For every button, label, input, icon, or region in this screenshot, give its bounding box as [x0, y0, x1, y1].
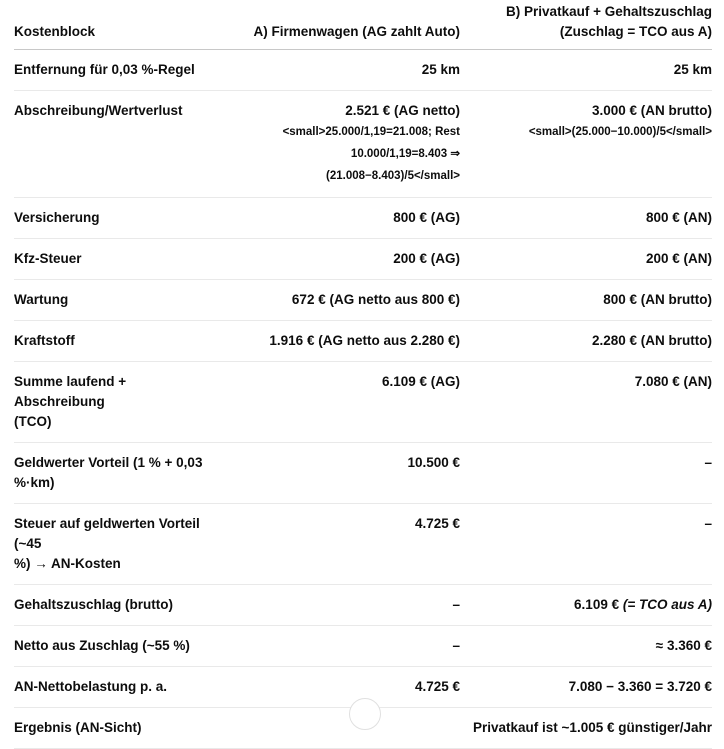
cell-versicherung-label: Versicherung	[14, 198, 214, 239]
cell-netto-zuschlag-a: –	[214, 626, 460, 667]
abschreibung-a-formula-line2: 10.000/1,19=8.403 ⇒	[350, 148, 460, 160]
summe-tco-label-line2: (TCO)	[14, 414, 52, 429]
cell-versicherung-b: 800 € (AN)	[460, 198, 712, 239]
cell-entfernung-b: 25 km	[460, 50, 712, 91]
geldwerter-vorteil-label-line2: %·km)	[14, 475, 55, 490]
option-b-header-line1: B) Privatkauf + Gehaltszuschlag	[506, 4, 712, 19]
cell-entfernung-a: 25 km	[214, 50, 460, 91]
table-row-gehaltszuschlag	[14, 585, 712, 626]
cell-kraftstoff-a: 1.916 € (AG netto aus 2.280 €)	[214, 321, 460, 362]
cell-kraftstoff-b: 2.280 € (AN brutto)	[460, 321, 712, 362]
option-b-header-line2: (Zuschlag = TCO aus A)	[559, 24, 712, 39]
abschreibung-a-formula-line1: <small>25.000/1,19=21.008; Rest	[282, 126, 460, 138]
cell-gehaltszuschlag-a: –	[214, 585, 460, 626]
cell-geldwerter-vorteil-label	[14, 443, 214, 504]
table-row-versicherung	[14, 198, 712, 239]
table-row-kfz-steuer	[14, 239, 712, 280]
cell-an-nettobelastung-b: 7.080 − 3.360 = 3.720 €	[460, 667, 712, 708]
cell-summe-tco-a: 6.109 € (AG)	[214, 362, 460, 443]
cell-steuer-vorteil-b: –	[460, 504, 712, 585]
cell-kfz-steuer-a: 200 € (AG)	[214, 239, 460, 280]
cell-kfz-steuer-b: 200 € (AN)	[460, 239, 712, 280]
abschreibung-b-formula-line1: <small>(25.000−10.000)/5</small>	[528, 126, 712, 138]
cell-netto-zuschlag-b: ≈ 3.360 €	[460, 626, 712, 667]
cell-gehaltszuschlag-b	[460, 585, 712, 626]
gehaltszuschlag-b-value: 6.109 €	[574, 597, 620, 612]
cell-abschreibung-a	[214, 91, 460, 198]
steuer-vorteil-label-line1: Steuer auf geldwerten Vorteil (~45	[14, 516, 200, 551]
cell-versicherung-a: 800 € (AG)	[214, 198, 460, 239]
abschreibung-a-value: 2.521 € (AG netto)	[345, 103, 460, 118]
column-header-kostenblock: Kostenblock	[14, 0, 214, 50]
summe-tco-label-line1: Summe laufend + Abschreibung	[14, 374, 127, 409]
cell-wartung-b: 800 € (AN brutto)	[460, 280, 712, 321]
cell-ergebnis-b: Privatkauf ist ~1.005 € günstiger/Jahr	[460, 708, 712, 749]
cell-summe-tco-b: 7.080 € (AN)	[460, 362, 712, 443]
table-row-entfernung	[14, 50, 712, 91]
column-header-option-b	[460, 0, 712, 50]
cell-steuer-vorteil-label	[14, 504, 214, 585]
cell-an-nettobelastung-label: AN-Nettobelastung p. a.	[14, 667, 214, 708]
cell-geldwerter-vorteil-a: 10.500 €	[214, 443, 460, 504]
cell-kraftstoff-label: Kraftstoff	[14, 321, 214, 362]
cell-ergebnis-label: Ergebnis (AN-Sicht)	[14, 708, 214, 749]
cell-kfz-steuer-label: Kfz-Steuer	[14, 239, 214, 280]
cell-netto-zuschlag-label: Netto aus Zuschlag (~55 %)	[14, 626, 214, 667]
cell-abschreibung-b	[460, 91, 712, 198]
header-row	[14, 0, 712, 50]
cost-comparison-table	[14, 0, 712, 749]
table-row-summe-tco	[14, 362, 712, 443]
cell-abschreibung-label: Abschreibung/Wertverlust	[14, 91, 214, 198]
table-row-geldwerter-vorteil	[14, 443, 712, 504]
gehaltszuschlag-b-note: (= TCO aus A)	[622, 597, 712, 612]
table-row-netto-zuschlag	[14, 626, 712, 667]
cell-summe-tco-label	[14, 362, 214, 443]
geldwerter-vorteil-label-line1: Geldwerter Vorteil (1 % + 0,03	[14, 455, 203, 470]
steuer-vorteil-label-line2: %) → AN-Kosten	[14, 556, 121, 571]
cell-an-nettobelastung-a: 4.725 €	[214, 667, 460, 708]
cell-gehaltszuschlag-label: Gehaltszuschlag (brutto)	[14, 585, 214, 626]
cell-wartung-a: 672 € (AG netto aus 800 €)	[214, 280, 460, 321]
cell-wartung-label: Wartung	[14, 280, 214, 321]
table-row-abschreibung	[14, 91, 712, 198]
cell-steuer-vorteil-a: 4.725 €	[214, 504, 460, 585]
table-row-kraftstoff	[14, 321, 712, 362]
abschreibung-b-value: 3.000 € (AN brutto)	[591, 103, 712, 118]
scroll-down-button[interactable]	[349, 698, 381, 730]
table-row-wartung	[14, 280, 712, 321]
cell-entfernung-label: Entfernung für 0,03 %-Regel	[14, 50, 214, 91]
table-row-steuer-vorteil	[14, 504, 712, 585]
column-header-option-a: A) Firmenwagen (AG zahlt Auto)	[214, 0, 460, 50]
cell-geldwerter-vorteil-b: –	[460, 443, 712, 504]
abschreibung-a-formula-line3: (21.008−8.403)/5</small>	[326, 170, 460, 182]
cell-ergebnis-a	[214, 708, 460, 749]
